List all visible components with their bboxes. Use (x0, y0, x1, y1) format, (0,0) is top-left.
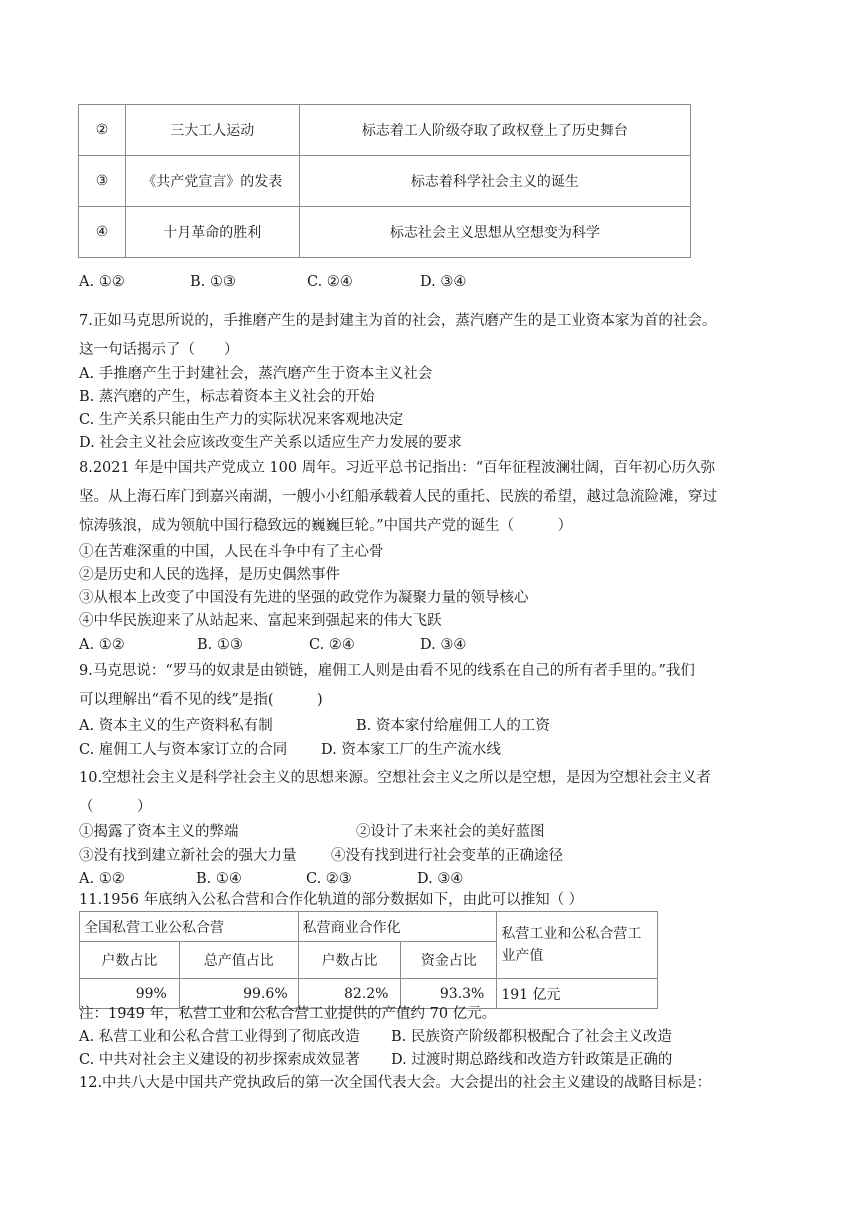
q8-option-c: C. ②④ (309, 637, 355, 653)
q10-option-a: A. ①② (79, 871, 125, 887)
q11-option-b: B. 民族资产阶级都积极配合了社会主义改造 (391, 1029, 672, 1045)
q10-option-b: B. ①④ (196, 871, 242, 887)
table-row (79, 156, 691, 207)
header-cell: 私营工业和公私合营工业产值 (497, 912, 658, 979)
q7-option-a: A. 手推磨产生于封建社会，蒸汽磨产生于资本主义社会 (79, 366, 433, 382)
q9-option-d: D. 资本家工厂的生产流水线 (321, 742, 501, 758)
q8-stem-line1: 8.2021 年是中国共产党成立 100 周年。习近平总书记指出：“百年征程波澜壮阔，百年初心历久弥 (79, 460, 716, 476)
q9-stem-line2: 可以理解出“看不见的线”是指( ) (79, 692, 323, 708)
q6-option-b: B. ①③ (190, 274, 236, 290)
q9-option-c: C. 雇佣工人与资本家订立的合同 (79, 742, 288, 758)
value-cell: 99% (80, 979, 180, 1009)
q8-option-a: A. ①② (79, 637, 125, 653)
event-cell: 三大工人运动 (125, 105, 299, 156)
q7-option-b: B. 蒸汽磨的产生，标志着资本主义社会的开始 (79, 389, 375, 405)
q10-stem-line2: （ ） (79, 799, 152, 815)
q10-item-4: ④没有找到进行社会变革的正确途径 (331, 848, 563, 864)
subheader-cell: 户数占比 (298, 942, 401, 979)
q8-stem-line3: 惊涛骇浪，成为领航中国行稳致远的巍巍巨轮。”中国共产党的诞生（ ） (79, 518, 573, 534)
q10-stem-line1: 10.空想社会主义是科学社会主义的思想来源。空想社会主义之所以是空想，是因为空想社会主义者 (79, 770, 712, 786)
q10-option-c: C. ②③ (306, 871, 352, 887)
row-number: ③ (79, 156, 126, 207)
q6-option-c: C. ②④ (307, 274, 353, 290)
event-cell: 《共产党宣言》的发表 (125, 156, 299, 207)
event-table (78, 104, 691, 258)
meaning-cell: 标志着科学社会主义的诞生 (299, 156, 690, 207)
q10-item-2: ②设计了未来社会的美好蓝图 (356, 824, 545, 840)
subheader-cell: 户数占比 (80, 942, 180, 979)
q11-note: 注：1949 年，私营工业和公私合营工业提供的产值约 70 亿元。 (79, 1006, 497, 1022)
q9-option-a: A. 资本主义的生产资料私有制 (79, 718, 273, 734)
q10-option-d: D. ③④ (417, 871, 464, 887)
q9-stem-line1: 9.马克思说：“罗马的奴隶是由锁链，雇佣工人则是由看不见的线系在自己的所有者手里的。”我们 (79, 663, 695, 679)
q6-option-a: A. ①② (79, 274, 125, 290)
meaning-cell: 标志社会主义思想从空想变为科学 (299, 207, 690, 258)
q11-option-c: C. 中共对社会主义建设的初步探索成效显著 (79, 1052, 360, 1068)
row-number: ② (79, 105, 126, 156)
q11-option-a: A. 私营工业和公私合营工业得到了彻底改造 (79, 1029, 360, 1045)
header-cell: 私营商业合作化 (298, 912, 497, 942)
q8-option-b: B. ①③ (197, 637, 243, 653)
value-cell: 82.2% (298, 979, 401, 1009)
header-cell: 全国私营工业公私合营 (80, 912, 299, 942)
table-row (79, 207, 691, 258)
value-cell: 99.6% (179, 979, 298, 1009)
value-cell: 93.3% (401, 979, 497, 1009)
table-row (80, 912, 658, 942)
q7-stem-line1: 7.正如马克思所说的，手推磨产生的是封建主为首的社会，蒸汽磨产生的是工业资本家为首的社会。 (79, 313, 717, 329)
subheader-cell: 总产值占比 (179, 942, 298, 979)
q8-item-4: ④中华民族迎来了从站起来、富起来到强起来的伟大飞跃 (79, 613, 442, 629)
q12-stem: 12.中共八大是中国共产党执政后的第一次全国代表大会。大会提出的社会主义建设的战略目标是： (79, 1075, 712, 1091)
q8-item-2: ②是历史和人民的选择，是历史偶然事件 (79, 567, 340, 583)
q7-stem-line2: 这一句话揭示了（ ） (79, 342, 239, 358)
q8-option-d: D. ③④ (420, 637, 467, 653)
q10-item-3: ③没有找到建立新社会的强大力量 (79, 848, 297, 864)
q7-option-d: D. 社会主义社会应该改变生产关系以适应生产力发展的要求 (79, 435, 462, 451)
q11-option-d: D. 过渡时期总路线和改造方针政策是正确的 (391, 1052, 673, 1068)
q8-item-3: ③从根本上改变了中国没有先进的坚强的政党作为凝聚力量的领导核心 (79, 590, 529, 606)
q11-stem: 11.1956 年底纳入公私合营和合作化轨道的部分数据如下，由此可以推知（ ） (79, 892, 584, 908)
q11-data-table (79, 911, 658, 1009)
q7-option-c: C. 生产关系只能由生产力的实际状况来客观地决定 (79, 412, 404, 428)
meaning-cell: 标志着工人阶级夺取了政权登上了历史舞台 (299, 105, 690, 156)
subheader-cell: 资金占比 (401, 942, 497, 979)
q8-item-1: ①在苦难深重的中国，人民在斗争中有了主心骨 (79, 544, 384, 560)
value-cell: 191 亿元 (497, 979, 658, 1009)
q8-stem-line2: 坚。从上海石库门到嘉兴南湖，一艘小小红船承载着人民的重托、民族的希望，越过急流险滩，穿过 (79, 489, 717, 505)
q10-item-1: ①揭露了资本主义的弊端 (79, 824, 239, 840)
q9-option-b: B. 资本家付给雇佣工人的工资 (356, 718, 550, 734)
table-row (79, 105, 691, 156)
q6-option-d: D. ③④ (420, 274, 467, 290)
event-cell: 十月革命的胜利 (125, 207, 299, 258)
row-number: ④ (79, 207, 126, 258)
